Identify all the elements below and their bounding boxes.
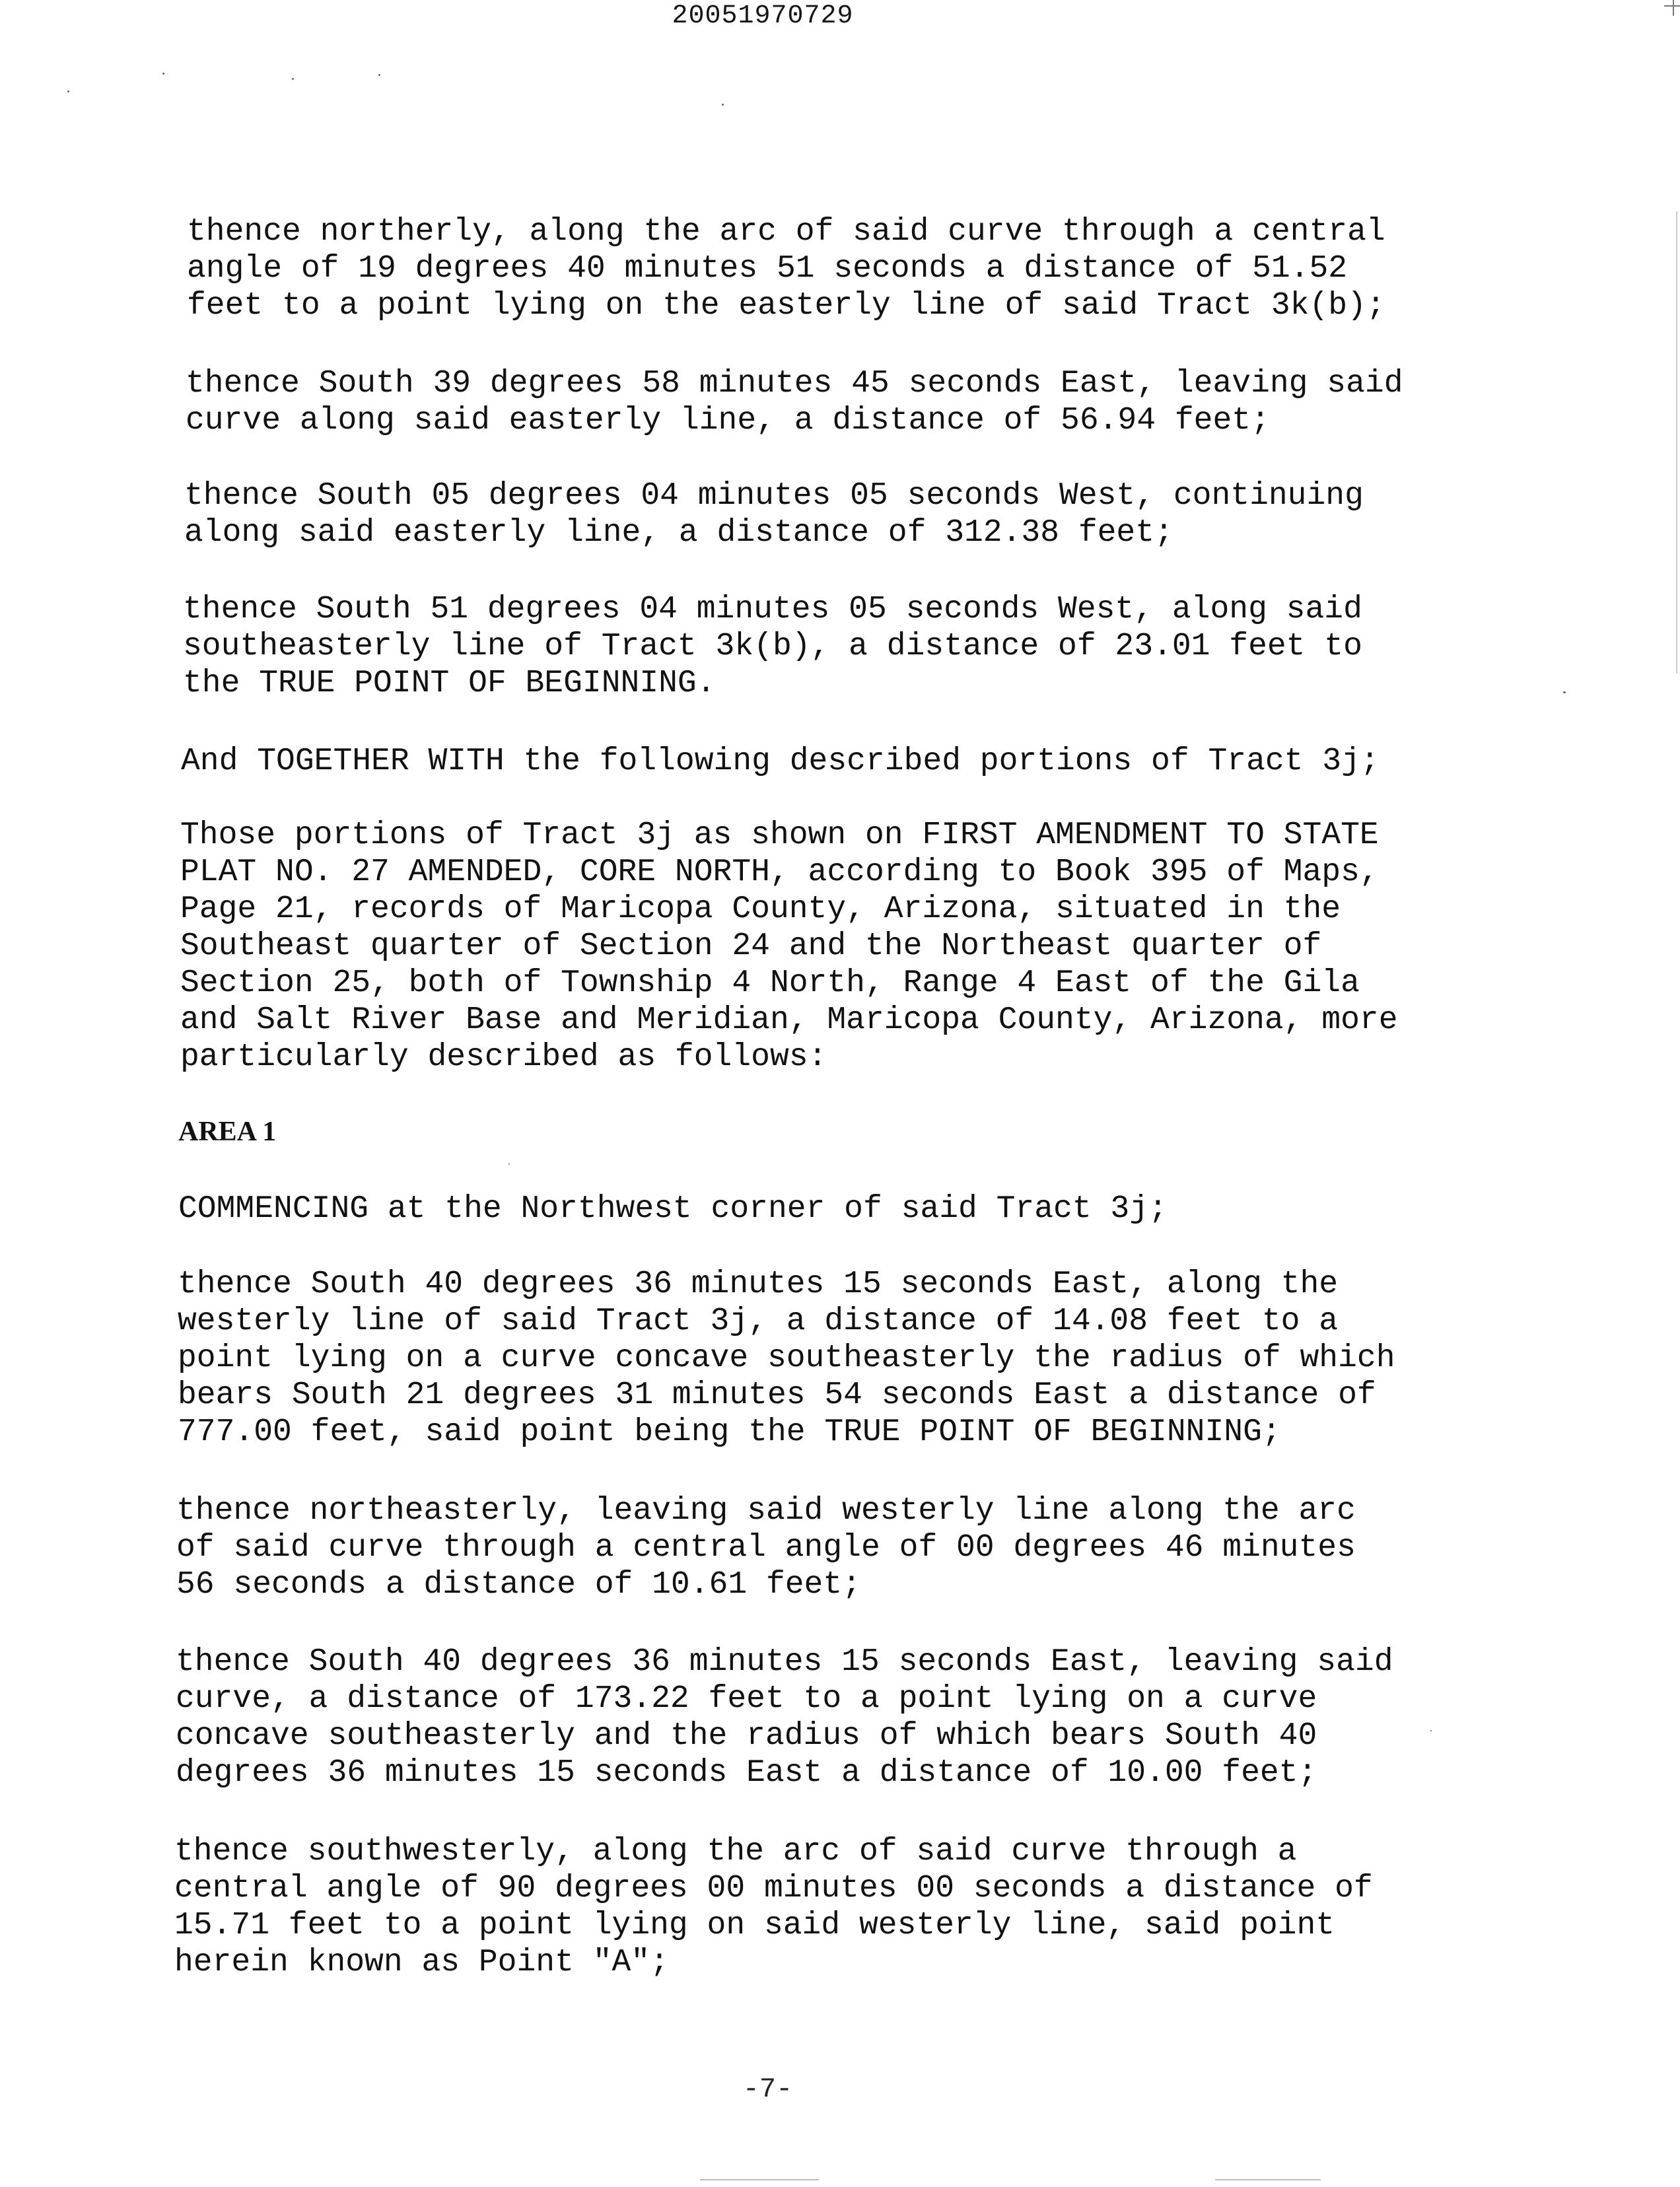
paragraph-south-51: thence South 51 degrees 04 minutes 05 seconds West, along said southeasterly line of Tract 3k(b), a distance of 23.01 feet to the TRUE POINT OF BEGINNING. [183, 592, 1362, 701]
paragraph-south-05: thence South 05 degrees 04 minutes 05 seconds West, continuing along said easterly line, a distance of 312.38 feet; [184, 478, 1364, 551]
scan-edge-mark [1673, 0, 1674, 16]
scan-speck [67, 90, 69, 92]
recording-number: 20051970729 [672, 1, 854, 31]
scan-speck [1430, 1730, 1432, 1731]
scan-bottom-mark [700, 2179, 819, 2180]
scan-speck [722, 104, 724, 106]
scan-speck [508, 1163, 510, 1165]
paragraph-curve-northerly: thence northerly, along the arc of said curve through a central angle of 19 degrees 40 minutes 51 seconds a distance of 51.52 feet to a point lying on the easterly line of said Tract 3k(b); [187, 214, 1385, 324]
scan-speck [162, 73, 164, 75]
area-1-heading: AREA 1 [178, 1117, 277, 1147]
scan-speck [1563, 691, 1566, 693]
paragraph-together-with: And TOGETHER WITH the following described portions of Tract 3j; [181, 744, 1380, 779]
paragraph-commencing: COMMENCING at the Northwest corner of said Tract 3j; [178, 1191, 1168, 1227]
paragraph-tract-3j-description: Those portions of Tract 3j as shown on FIRST AMENDMENT TO STATE PLAT NO. 27 AMENDED, CORE NORTH, according to Book 395 of Maps, Page 21, records of Maricopa County, Arizona, situated in the Southeast quarter of Section 24 and the Northeast quarter of Section 25, both of Township 4 North, Range 4 East of the Gila and Salt River Base and Meridian, Maricopa County, Arizona, more particularly described as follows: [180, 817, 1398, 1075]
scan-speck [378, 74, 380, 76]
paragraph-south-40-leaving: thence South 40 degrees 36 minutes 15 seconds East, leaving said curve, a distance of 173.22 feet to a point lying on a curve concave southeasterly and the radius of which bears South 40 degrees 36 minutes 15 seconds East a distance of 10.00 feet; [176, 1644, 1393, 1791]
scan-edge-mark [1664, 5, 1680, 7]
scan-edge-mark [1676, 211, 1677, 674]
page-number: -7- [742, 2073, 793, 2105]
paragraph-southwesterly: thence southwesterly, along the arc of said curve through a central angle of 90 degrees 00 minutes 00 seconds a distance of 15.71 feet to a point lying on said westerly line, said point herein known as Point "A"; [174, 1834, 1373, 1980]
scan-bottom-mark [1215, 2179, 1321, 2180]
paragraph-south-40-westerly: thence South 40 degrees 36 minutes 15 seconds East, along the westerly line of said Tract 3j, a distance of 14.08 feet to a point lying on a curve concave southeasterly the radius of which bears South 21 degrees 31 minutes 54 seconds East a distance of 777.00 feet, said point being the TRUE POINT OF BEGINNING; [178, 1267, 1395, 1450]
scan-speck [292, 78, 294, 80]
paragraph-south-39: thence South 39 degrees 58 minutes 45 seconds East, leaving said curve along said easterly line, a distance of 56.94 feet; [186, 366, 1403, 438]
paragraph-northeasterly: thence northeasterly, leaving said westerly line along the arc of said curve through a central angle of 00 degrees 46 minutes 56 seconds a distance of 10.61 feet; [176, 1493, 1356, 1603]
